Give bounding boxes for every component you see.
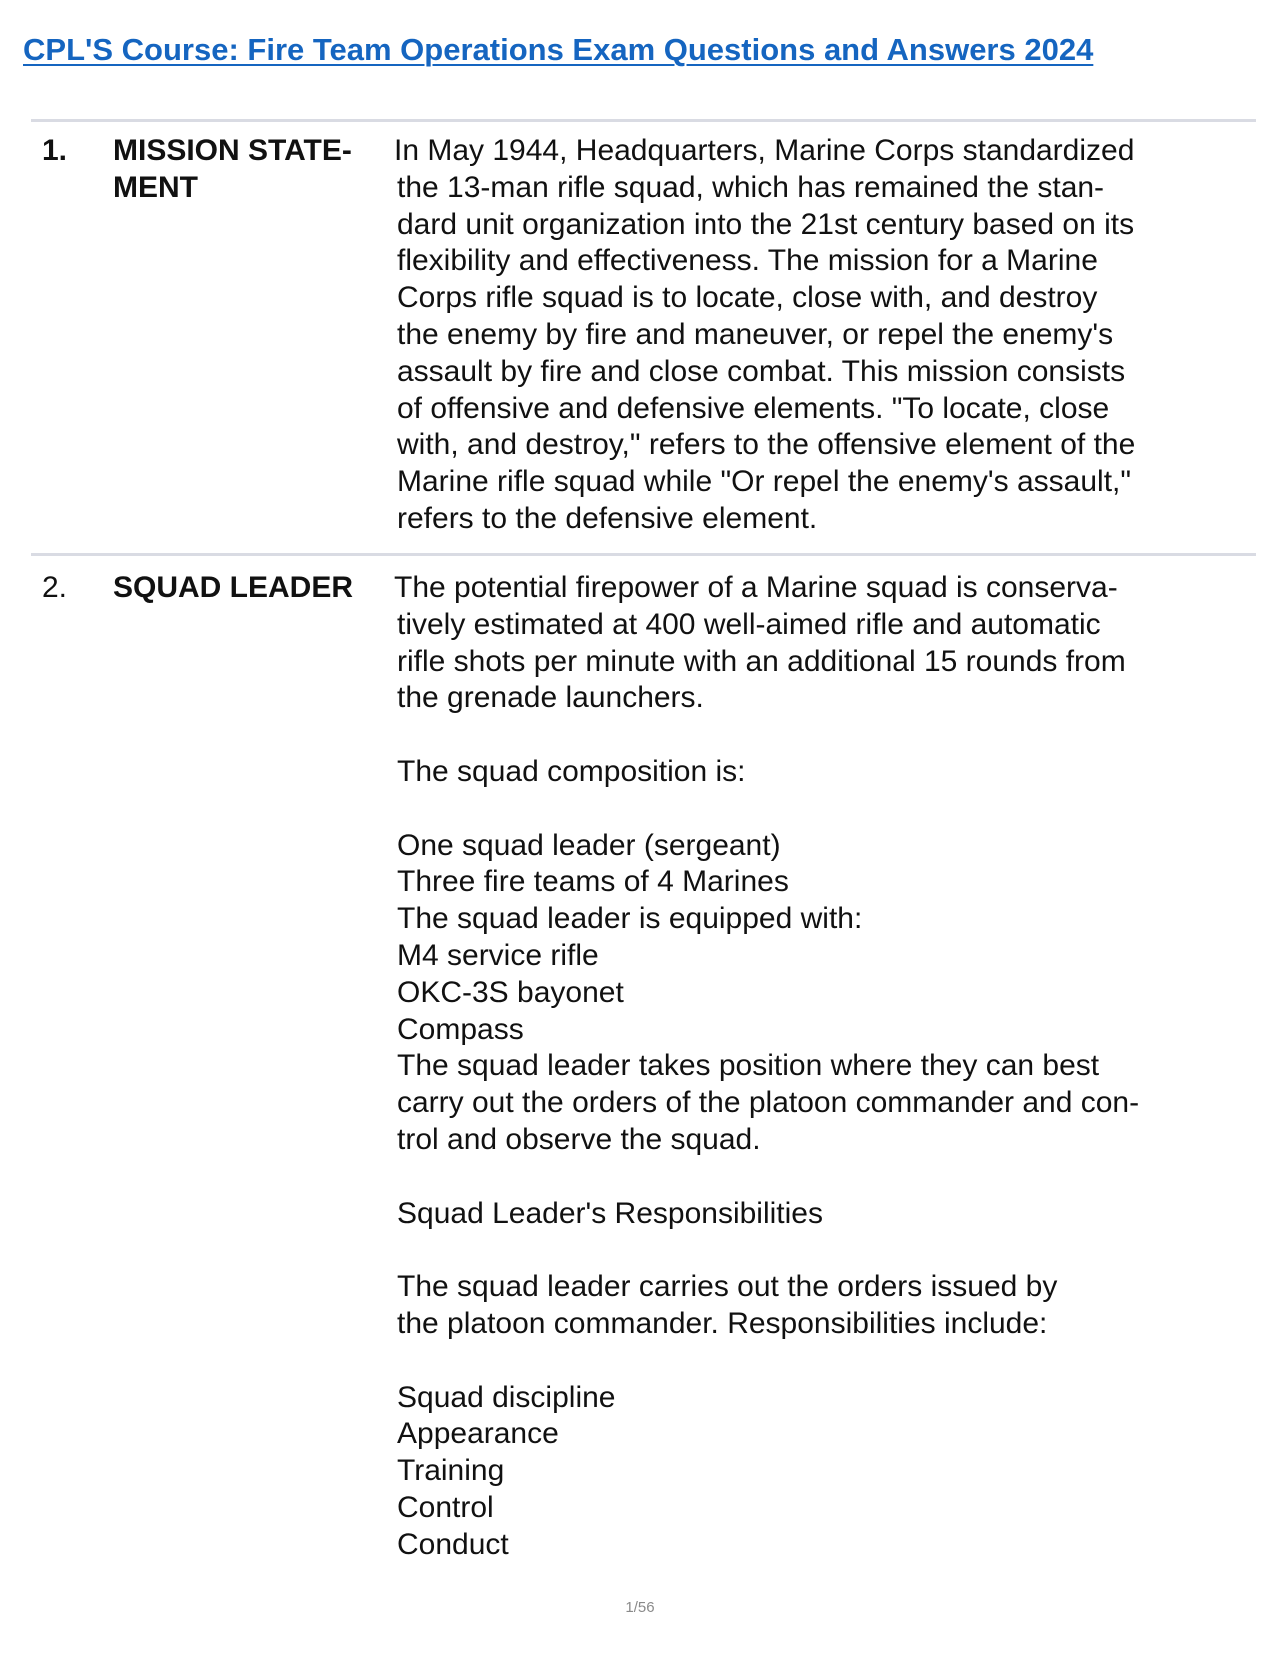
answer-line: The squad leader is equipped with: bbox=[397, 902, 863, 936]
answer-line: The squad leader carries out the orders issued by bbox=[397, 1270, 1058, 1304]
answer-line: rifle shots per minute with an additional 15 rounds from bbox=[397, 644, 1126, 678]
question-answer bbox=[394, 570, 1140, 1564]
question-number: 2. bbox=[42, 571, 68, 604]
question-number: 1. bbox=[42, 134, 68, 167]
paragraph-gap bbox=[397, 717, 1139, 754]
answer-line: In May 1944, Headquarters, Marine Corps standardized bbox=[394, 134, 1135, 167]
section-divider bbox=[31, 119, 1256, 122]
answer-line: Three fire teams of 4 Marines bbox=[397, 865, 789, 899]
question-term bbox=[113, 133, 352, 207]
paragraph-gap bbox=[397, 791, 1139, 828]
section-divider bbox=[31, 553, 1256, 556]
answer-line: Corps rifle squad is to locate, close with, and destroy bbox=[397, 281, 1098, 315]
answer-line: Squad discipline bbox=[397, 1380, 616, 1414]
answer-line: Appearance bbox=[397, 1417, 559, 1451]
answer-line: Training bbox=[397, 1454, 505, 1488]
answer-line: with, and destroy," refers to the offensive element of the bbox=[397, 428, 1136, 462]
answer-line: refers to the defensive element. bbox=[397, 501, 818, 535]
answer-line: Conduct bbox=[397, 1527, 509, 1561]
answer-line: OKC-3S bayonet bbox=[397, 975, 624, 1009]
answer-line: Compass bbox=[397, 1012, 524, 1046]
question-term-line: MENT bbox=[113, 170, 198, 204]
answer-line: One squad leader (sergeant) bbox=[397, 828, 781, 862]
answer-line: assault by fire and close combat. This mission consists bbox=[397, 354, 1126, 388]
answer-line: The potential firepower of a Marine squad is conserva- bbox=[394, 571, 1118, 604]
answer-line: the 13-man rifle squad, which has remained the stan- bbox=[397, 170, 1105, 204]
answer-line: flexibility and effectiveness. The mission for a Marine bbox=[397, 244, 1098, 278]
answer-line: The squad composition is: bbox=[397, 754, 746, 788]
question-term bbox=[113, 570, 353, 607]
answer-line: the grenade launchers. bbox=[397, 681, 704, 715]
answer-line: carry out the orders of the platoon commander and con- bbox=[397, 1086, 1140, 1120]
answer-line: Marine rifle squad while "Or repel the enemy's assault," bbox=[397, 465, 1132, 499]
paragraph-gap bbox=[397, 1343, 1139, 1380]
answer-line: The squad leader takes position where they can best bbox=[397, 1049, 1100, 1083]
answer-line: Squad Leader's Responsibilities bbox=[397, 1196, 823, 1230]
answer-line: the enemy by fire and maneuver, or repel the enemy's bbox=[397, 317, 1114, 351]
answer-line: the platoon commander. Responsibilities include: bbox=[397, 1306, 1048, 1340]
answer-line: of offensive and defensive elements. "To locate, close bbox=[397, 391, 1110, 425]
answer-line: trol and observe the squad. bbox=[397, 1122, 761, 1156]
paragraph-gap bbox=[397, 1232, 1139, 1269]
paragraph-gap bbox=[397, 1159, 1139, 1196]
page-number: 1/56 bbox=[625, 1599, 655, 1616]
answer-line: dard unit organization into the 21st century based on its bbox=[397, 207, 1135, 241]
question-answer bbox=[394, 133, 1136, 538]
question-term-line: MISSION STATE- bbox=[113, 134, 352, 167]
question-term-line: SQUAD LEADER bbox=[113, 571, 354, 604]
answer-line: M4 service rifle bbox=[397, 938, 599, 972]
answer-line: tively estimated at 400 well-aimed rifle and automatic bbox=[397, 607, 1101, 641]
document-title-link[interactable]: CPL'S Course: Fire Team Operations Exam Questions and Answers 2024 bbox=[23, 32, 1094, 67]
answer-line: Control bbox=[397, 1490, 494, 1524]
